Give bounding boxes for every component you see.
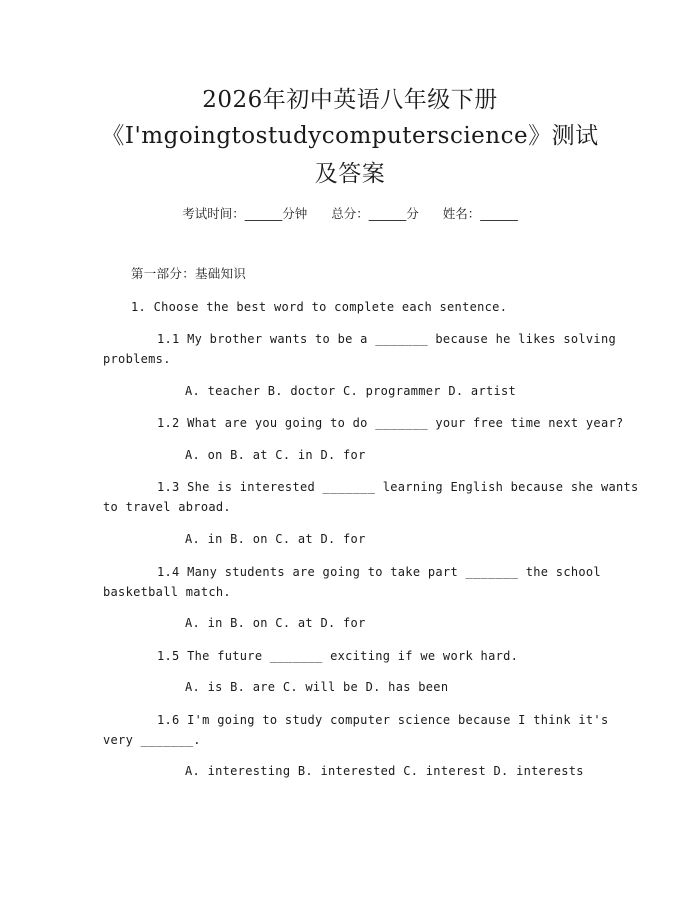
item-1-6-stem-continued: very _______. [103, 733, 201, 747]
document-title-line-1: 2026年初中英语八年级下册 [202, 87, 498, 113]
item-1-6-stem: 1.6 I'm going to study computer science because I think it's [157, 713, 609, 727]
item-1-1-stem-continued: problems. [103, 352, 171, 366]
item-1-2-stem: 1.2 What are you going to do _______ your free time next year? [157, 416, 624, 430]
item-1-4-stem: 1.4 Many students are going to take part _______ the school [157, 565, 601, 579]
document-title-line-3: 及答案 [314, 161, 386, 187]
item-1-3-options: A. in B. on C. at D. for [185, 532, 366, 546]
exam-time-field: 考试时间：______分钟 [182, 206, 308, 221]
item-1-4-options: A. in B. on C. at D. for [185, 616, 366, 630]
total-score-field: 总分：______分 [331, 206, 419, 221]
item-1-1-options: A. teacher B. doctor C. programmer D. artist [185, 384, 517, 398]
item-1-2-options: A. on B. at C. in D. for [185, 448, 366, 462]
student-name-field: 姓名：______ [442, 206, 518, 221]
item-1-4-stem-continued: basketball match. [103, 585, 231, 599]
question-1-instruction: 1. Choose the best word to complete each sentence. [131, 300, 508, 314]
item-1-3-stem: 1.3 She is interested _______ learning English because she wants [157, 480, 639, 494]
exam-info-row [0, 204, 700, 224]
document-title-line-2: 《I'mgoingtostudycomputerscience》测试 [101, 123, 599, 149]
item-1-1-stem: 1.1 My brother wants to be a _______ because he likes solving [157, 332, 617, 346]
item-1-5-options: A. is B. are C. will be D. has been [185, 680, 449, 694]
item-1-5-stem: 1.5 The future _______ exciting if we work hard. [157, 649, 519, 663]
item-1-3-stem-continued: to travel abroad. [103, 500, 231, 514]
section-heading: 第一部分：基础知识 [131, 266, 247, 281]
item-1-6-options: A. interesting B. interested C. interest D. interests [185, 764, 584, 778]
